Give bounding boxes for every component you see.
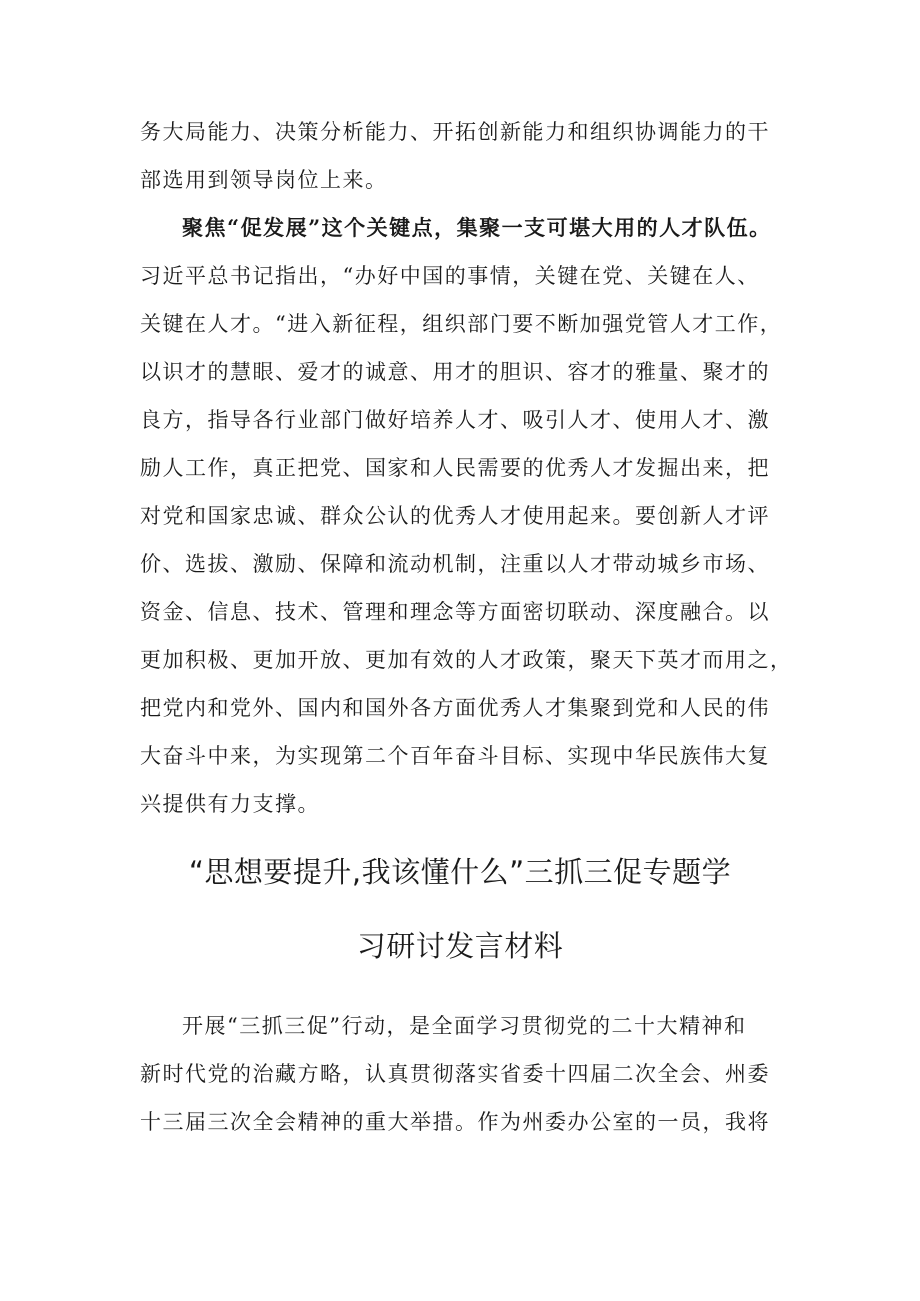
text-line: 部选用到领导岗位上来。	[140, 168, 388, 192]
text-line: 开展“三抓三促”行动，是全面学习贯彻党的二十大精神和	[182, 1014, 747, 1038]
text-line: 务大局能力、决策分析能力、开拓创新能力和组织协调能力的干	[140, 120, 770, 144]
text-line: 对党和国家忠诚、群众公认的优秀人才使用起来。要创新人才评	[140, 504, 770, 528]
text-line: 良方，指导各行业部门做好培养人才、吸引人才、使用人才、激	[140, 408, 770, 432]
text-line: 价、选拔、激励、保障和流动机制，注重以人才带动城乡市场、	[140, 552, 770, 576]
text-line: 把党内和党外、国内和国外各方面优秀人才集聚到党和人民的伟	[140, 696, 770, 720]
paragraph-continuation	[140, 108, 800, 204]
document-title-line-2: 习研讨发言材料	[356, 929, 564, 963]
text-line: 习近平总书记指出，“办好中国的事情，关键在党、关键在人、	[140, 264, 760, 288]
text-line: 更加积极、更加开放、更加有效的人才政策，聚天下英才而用之，	[140, 648, 793, 672]
text-line: 励人工作，真正把党、国家和人民需要的优秀人才发掘出来，把	[140, 456, 770, 480]
text-line: 新时代党的治藏方略，认真贯彻落实省委十四届二次全会、州委	[140, 1062, 770, 1086]
text-line: 关键在人才。“进入新征程，组织部门要不断加强党管人才工作，	[140, 312, 783, 336]
paragraph-intro	[140, 1002, 800, 1146]
text-line: 十三届三次全会精神的重大举措。作为州委办公室的一员，我将	[140, 1110, 770, 1134]
document-title-line-1: “思想要提升,我该懂什么”三抓三促专题学	[188, 855, 732, 889]
paragraph-heading: 聚焦“促发展”这个关键点，集聚一支可堪大用的人才队伍。	[182, 215, 772, 240]
text-line: 资金、信息、技术、管理和理念等方面密切联动、深度融合。以	[140, 600, 770, 624]
paragraph-talent	[140, 204, 800, 828]
text-line: 大奋斗中来，为实现第二个百年奋斗目标、实现中华民族伟大复	[140, 744, 770, 768]
text-line: 以识才的慧眼、爱才的诚意、用才的胆识、容才的雅量、聚才的	[140, 360, 770, 384]
text-line: 兴提供有力支撑。	[140, 792, 320, 816]
